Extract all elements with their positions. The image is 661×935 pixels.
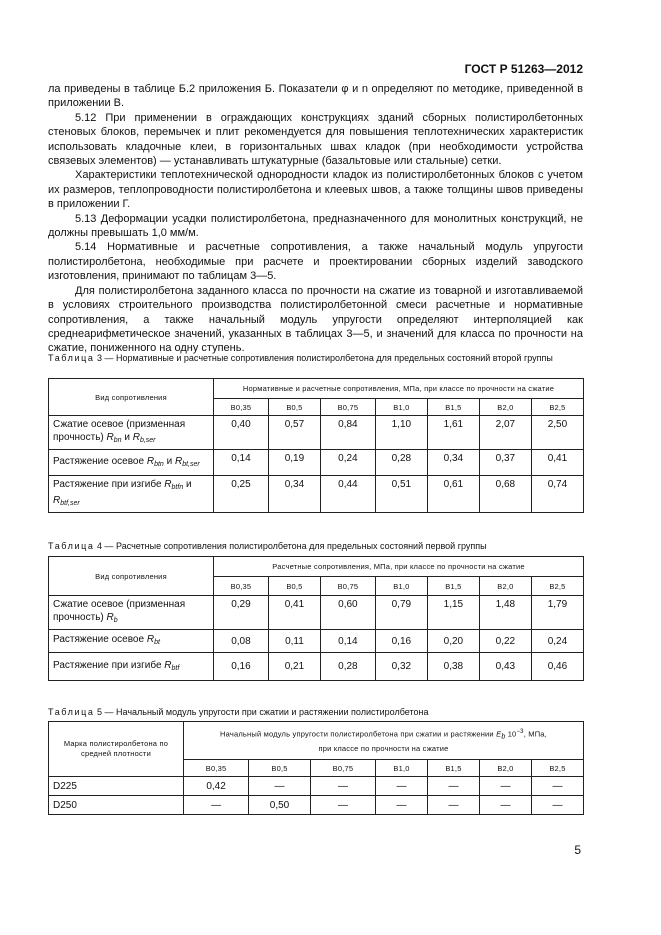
class-cell: В0,35 xyxy=(214,577,269,596)
table-4 xyxy=(48,556,584,681)
paragraph-5-14: 5.14 Нормативные и расчетные сопротивления, а также начальный модуль упругости полистиролбетона, необходимые при расчете и проектировании сборных изделий заводского изготовления, принимают по таблицам 3—5. xyxy=(48,241,583,283)
value-cell: — xyxy=(531,796,583,815)
class-cell: В0,5 xyxy=(249,760,311,777)
table-row xyxy=(49,796,584,815)
class-cell: В0,35 xyxy=(184,760,249,777)
row-label: D225 xyxy=(49,777,184,796)
value-cell: 0,32 xyxy=(375,653,427,681)
value-cell: 1,61 xyxy=(427,416,479,450)
value-cell: — xyxy=(427,777,479,796)
table-row xyxy=(49,777,584,796)
class-cell: В2,0 xyxy=(479,577,531,596)
value-cell: 0,16 xyxy=(375,630,427,653)
value-cell: — xyxy=(249,777,311,796)
table-caption-text: 5 — Начальный модуль упругости при сжатии и растяжении полистиролбетона xyxy=(94,707,429,717)
row-label: D250 xyxy=(49,796,184,815)
table-5 xyxy=(48,721,584,815)
value-cell: — xyxy=(310,777,375,796)
value-cell: — xyxy=(479,796,531,815)
table-3-caption xyxy=(48,352,588,364)
value-cell: 0,11 xyxy=(268,630,320,653)
value-cell: 2,07 xyxy=(479,416,531,450)
document-code: ГОСТ Р 51263—2012 xyxy=(464,62,583,76)
class-cell: В0,5 xyxy=(268,399,320,416)
class-cell: В2,5 xyxy=(531,577,583,596)
value-cell: — xyxy=(376,777,428,796)
class-cell: В2,0 xyxy=(479,760,531,777)
class-cell: В1,0 xyxy=(376,760,428,777)
value-cell: 1,48 xyxy=(479,596,531,630)
paragraph: Характеристики теплотехнической однородности кладок из полистиролбетонных блоков с учетом их размеров, теплопроводности полистиролбетона и клеевых швов, а также толщины швов приведены в приложении Г. xyxy=(48,169,583,211)
value-cell: 0,38 xyxy=(427,653,479,681)
value-cell: 0,34 xyxy=(268,476,320,513)
table-label: Таблица xyxy=(48,353,95,363)
value-cell: 0,19 xyxy=(268,450,320,476)
table-row xyxy=(49,476,584,513)
row-label: Сжатие осевое (призменная прочность) $R_b$ xyxy=(49,596,214,630)
value-cell: — xyxy=(479,777,531,796)
value-cell: 0,60 xyxy=(320,596,375,630)
value-cell: 1,79 xyxy=(531,596,583,630)
value-cell: 0,57 xyxy=(268,416,320,450)
row-label: Растяжение осевое $R_{bt}$ xyxy=(49,630,214,653)
value-cell: 0,44 xyxy=(320,476,375,513)
table-5-caption xyxy=(48,706,588,718)
class-cell: В1,0 xyxy=(375,399,427,416)
class-cell: В1,0 xyxy=(375,577,427,596)
column-header: Вид сопротивления xyxy=(49,379,214,416)
value-cell: 0,22 xyxy=(479,630,531,653)
group-header: Расчетные сопротивления, МПа, при классе по прочности на сжатие xyxy=(214,557,584,577)
table-row xyxy=(49,653,584,681)
value-cell: 0,51 xyxy=(375,476,427,513)
value-cell: — xyxy=(531,777,583,796)
value-cell: 0,20 xyxy=(427,630,479,653)
row-label: Растяжение при изгибе $R_{btfn}$ и $R_{btf,ser}$ xyxy=(49,476,214,513)
value-cell: 0,84 xyxy=(320,416,375,450)
value-cell: — xyxy=(376,796,428,815)
table-label: Таблица xyxy=(48,541,95,551)
row-label: Растяжение при изгибе $R_{btf}$ xyxy=(49,653,214,681)
paragraph: ла приведены в таблице Б.2 приложения Б. Показатели φ и n определяют по методике, приведенной в приложении В. xyxy=(48,83,583,110)
value-cell: 0,68 xyxy=(479,476,531,513)
value-cell: 0,79 xyxy=(375,596,427,630)
value-cell: 0,24 xyxy=(320,450,375,476)
table-row xyxy=(49,630,584,653)
class-cell: В0,35 xyxy=(214,399,269,416)
value-cell: 0,25 xyxy=(214,476,269,513)
value-cell: 0,41 xyxy=(268,596,320,630)
value-cell: — xyxy=(427,796,479,815)
table-caption-text: 3 — Нормативные и расчетные сопротивления полистиролбетона для предельных состояний второй группы xyxy=(94,353,553,363)
value-cell: 0,21 xyxy=(268,653,320,681)
value-cell: 0,24 xyxy=(531,630,583,653)
column-header: Марка полистиролбетона по средней плотности xyxy=(49,722,184,777)
class-cell: В1,5 xyxy=(427,760,479,777)
table-row xyxy=(49,416,584,450)
value-cell: 0,42 xyxy=(184,777,249,796)
value-cell: 0,46 xyxy=(531,653,583,681)
paragraph: Для полистиролбетона заданного класса по прочности на сжатие из товарной и изготавливаемой в условиях строительного производства полистиролбетонной смеси расчетные и нормативные сопротивления, а также начальный модуль упругости определяют интерполяцией как среднеарифметическое значений, указанных в таблицах 3—5, и значений для класса по прочности на сжатие, пониженного на одну ступень. xyxy=(48,284,583,355)
table-row xyxy=(49,450,584,476)
page-number: 5 xyxy=(574,843,581,857)
value-cell: 0,61 xyxy=(427,476,479,513)
class-cell: В2,0 xyxy=(479,399,531,416)
row-label: Растяжение осевое $R_{btn}$ и $R_{bt,ser}$ xyxy=(49,450,214,476)
table-caption-text: 4 — Расчетные сопротивления полистиролбетона для предельных состояний первой группы xyxy=(94,541,487,551)
body-text xyxy=(48,82,583,356)
value-cell: 0,28 xyxy=(375,450,427,476)
value-cell: 0,50 xyxy=(249,796,311,815)
value-cell: 0,29 xyxy=(214,596,269,630)
value-cell: 0,41 xyxy=(531,450,583,476)
class-cell: В0,75 xyxy=(320,399,375,416)
value-cell: 1,10 xyxy=(375,416,427,450)
value-cell: 0,74 xyxy=(531,476,583,513)
value-cell: 0,14 xyxy=(320,630,375,653)
table-3 xyxy=(48,378,584,513)
group-header: Нормативные и расчетные сопротивления, МПа, при классе по прочности на сжатие xyxy=(214,379,584,399)
value-cell: 0,16 xyxy=(214,653,269,681)
table-row xyxy=(49,596,584,630)
value-cell: — xyxy=(310,796,375,815)
group-header: Начальный модуль упругости полистиролбетона при сжатии и растяжении Eb $10^{-3}$, МПа, при классе по прочности на сжатие xyxy=(184,722,584,760)
class-cell: В0,75 xyxy=(310,760,375,777)
class-cell: В1,5 xyxy=(427,399,479,416)
value-cell: — xyxy=(184,796,249,815)
value-cell: 0,28 xyxy=(320,653,375,681)
class-cell: В0,75 xyxy=(320,577,375,596)
value-cell: 2,50 xyxy=(531,416,583,450)
class-cell: В2,5 xyxy=(531,399,583,416)
value-cell: 0,34 xyxy=(427,450,479,476)
value-cell: 0,40 xyxy=(214,416,269,450)
row-label: Сжатие осевое (призменная прочность) $R_{bn}$ и $R_{b,ser}$ xyxy=(49,416,214,450)
class-cell: В1,5 xyxy=(427,577,479,596)
paragraph-5-13: 5.13 Деформации усадки полистиролбетона, предназначенного для монолитных конструкций, не должны превышать 1,0 мм/м. xyxy=(48,212,583,240)
column-header: Вид сопротивления xyxy=(49,557,214,596)
class-cell: В2,5 xyxy=(531,760,583,777)
value-cell: 0,14 xyxy=(214,450,269,476)
paragraph-5-12: 5.12 При применении в ограждающих конструкциях зданий сборных полистиролбетонных стеновых блоков, перемычек и плит рекомендуется для повышения теплотехнических характеристик использовать кладочные клеи, в горизонтальных швах кладок (при необходимости устройства связевых элементов) — устанавливать штукатурные (базальтовые или стальные) сетки. xyxy=(48,111,583,168)
class-cell: В0,5 xyxy=(268,577,320,596)
value-cell: 0,08 xyxy=(214,630,269,653)
table-4-caption xyxy=(48,540,588,552)
value-cell: 1,15 xyxy=(427,596,479,630)
value-cell: 0,43 xyxy=(479,653,531,681)
value-cell: 0,37 xyxy=(479,450,531,476)
table-label: Таблица xyxy=(48,707,95,717)
